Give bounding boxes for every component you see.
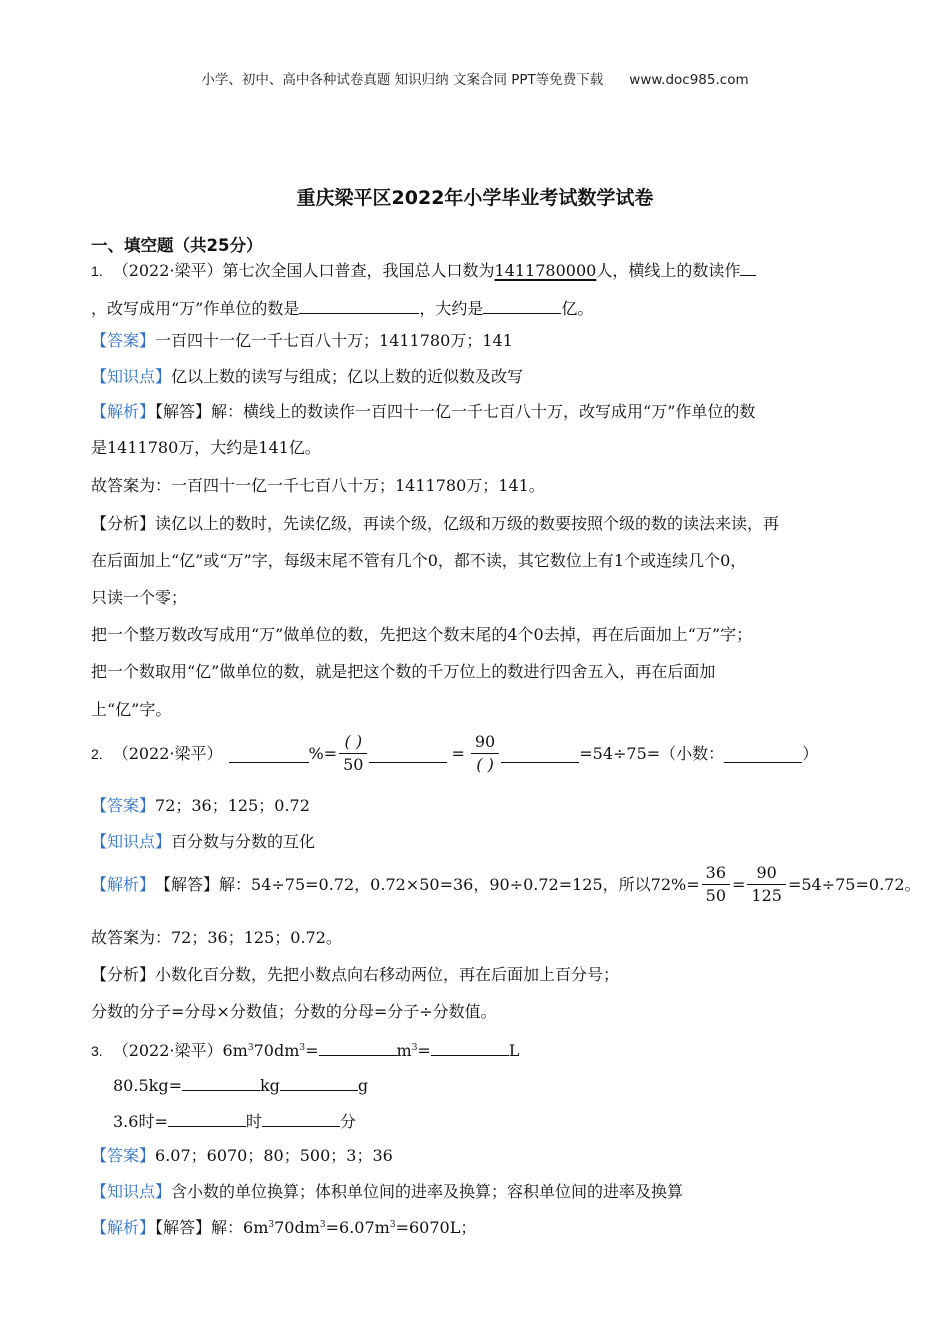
q1-analysis: 【解析】【解答】解：横线上的数读作一百四十一亿一千七百八十万，改写成用“万”作单位的数 [91,402,756,421]
q1-stem-line2: ，改写成用“万”作单位的数是 ，大约是 亿。 [91,296,593,320]
q2-analysis-fraction-1: $\frac{36}{50}$ [702,862,730,907]
q1-number: 1. [91,263,103,279]
banner-url[interactable]: www.doc985.com [629,72,749,88]
q2-analysis-fraction-2: $\frac{90}{125}$ [747,862,786,907]
knowledge-tag: 【知识点】 [91,367,172,386]
q3-blank-L[interactable] [431,1038,509,1056]
answer-tag: 【答案】 [91,331,156,350]
q1-analysis-line5: 在后面加上“亿”或“万”字，每级末尾不管有几个0，都不读，其它数位上有1个或连续几个0， [91,551,747,570]
q2-blank-decimal[interactable] [724,745,802,763]
q3-analysis: 【解析】【解答】解：$6m^370dm^3=6.07m^3=6070L$； [91,1218,477,1237]
q1-analysis-line8: 把一个数取用“亿”做单位的数，就是把这个数的千万位上的数进行四舍五入，再在后面加 [91,662,716,681]
q3-blank-kg[interactable] [182,1073,260,1091]
site-banner [0,68,950,88]
q3-blank-g[interactable] [280,1073,358,1091]
q1-blank-2[interactable] [299,296,419,314]
q1-blank-1[interactable] [740,258,756,276]
q3-number: 3. [91,1043,103,1059]
q2-fraction-2: $\frac{90}{( )}$ [471,731,499,776]
q1-blank-3[interactable] [483,296,561,314]
q2-analysis: 【解析】 【解答】解：54÷75=0.72，0.72×50=36，90÷0.72=125，所以72%= $\frac{36}{50}$ = $\frac{90}{125}$ =54÷75=0.72。 [91,863,921,905]
q2-fraction-1: $\frac{( )}{50}$ [339,731,367,776]
q1-analysis-line9: 上“亿”字。 [91,700,172,719]
banner-text: 小学、初中、高中各种试卷真题 知识归纳 文案合同 PPT等免费下载 [201,72,604,88]
q3-stem-line2: 80.5kg= kg g [113,1073,368,1097]
q1-analysis-line2: 是1411780万，大约是141亿。 [91,438,321,457]
q2-analysis-line2: 故答案为：72；36；125；0.72。 [91,928,342,947]
page-title: 重庆梁平区2022年小学毕业考试数学试卷 [296,187,654,209]
q1-source: （2022·梁平） [112,261,223,280]
q1-analysis-line3: 故答案为：一百四十一亿一千七百八十万；1411780万；141。 [91,476,545,495]
q1-analysis-line6: 只读一个零； [91,588,188,607]
q1-knowledge: 【知识点】亿以上数的读写与组成；亿以上数的近似数及改写 [91,367,524,386]
q2-analysis-line3: 【分析】小数化百分数，先把小数点向右移动两位，再在后面加上百分号； [91,965,620,984]
q2-blank-percent[interactable] [229,745,309,763]
q3-answer: 【答案】6.07；6070；80；500；3；36 [91,1146,393,1165]
q3-blank-m3[interactable] [319,1038,397,1056]
q1-underlined-number: 1411780000 [494,261,597,280]
section-title: 一、填空题（共25分） [91,236,263,255]
q1-analysis-line4: 【分析】读亿以上的数时，先读亿级，再读个级，亿级和万级的数要按照个级的数的读法来读，再 [91,514,780,533]
q1-answer: 【答案】一百四十一亿一千七百八十万；1411780万；141 [91,331,513,350]
q2-blank-denominator[interactable] [501,745,579,763]
analysis-tag: 【解析】 [91,402,156,421]
q3-source: （2022·梁平） [112,1041,223,1060]
q2-answer: 【答案】72；36；125；0.72 [91,796,310,815]
q2-analysis-line4: 分数的分子=分母×分数值；分数的分母=分子÷分数值。 [91,1002,497,1021]
q3-knowledge: 【知识点】含小数的单位换算；体积单位间的进率及换算；容积单位间的进率及换算 [91,1182,684,1201]
q3-stem-line3: 3.6时= 时 分 [113,1109,356,1133]
q3-blank-minute[interactable] [262,1109,340,1127]
q3-stem-line1: 3. （2022·梁平）$6m^370dm^3= m^3= L$ [91,1037,519,1062]
q3-blank-hour[interactable] [168,1109,246,1127]
q2-stem: 2. （2022·梁平） %= $\frac{( )}{50}$ = $\frac{90}{( )}$ =54÷75=（小数： ） [91,732,819,774]
q2-number: 2. [91,745,103,762]
q1-stem-line1: 1. （2022·梁平）第七次全国人口普查，我国总人口数为1411780000人，横线上的数读作 [91,258,756,282]
q1-analysis-line7: 把一个整万数改写成用“万”做单位的数，先把这个数末尾的4个0去掉，再在后面加上“万”字； [91,625,753,644]
q2-blank-numerator[interactable] [369,745,447,763]
q2-source: （2022·梁平） [112,743,223,763]
q2-knowledge: 【知识点】百分数与分数的互化 [91,832,316,851]
